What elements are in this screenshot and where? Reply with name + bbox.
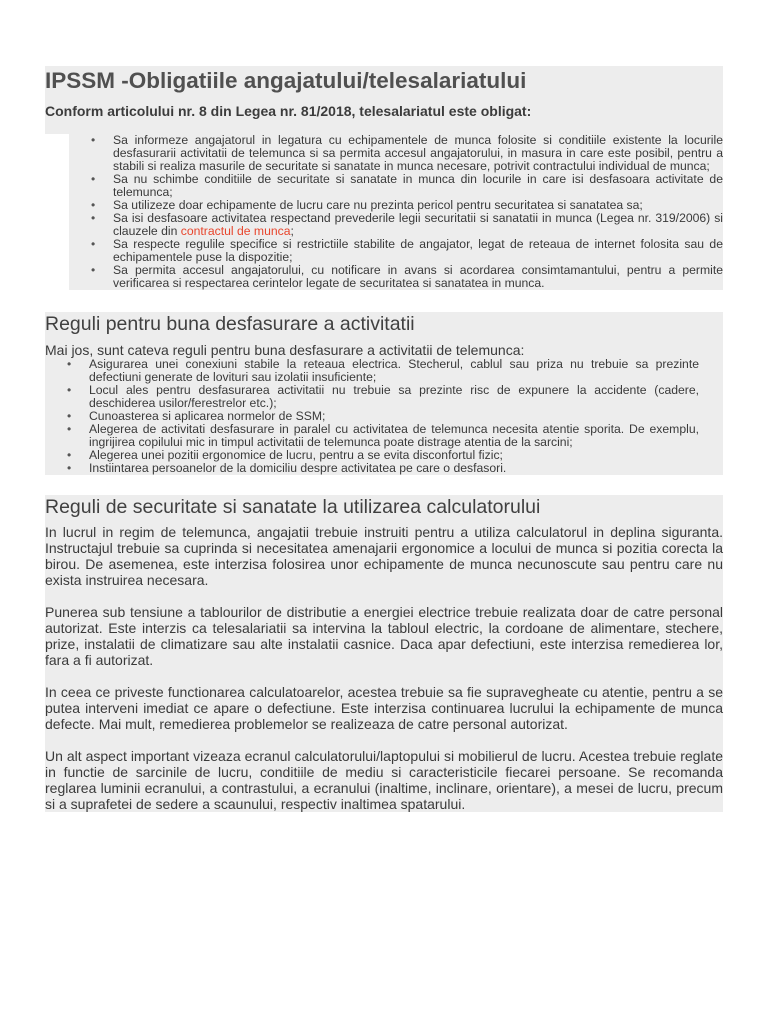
bullet-icon: •: [67, 409, 72, 423]
bullet-icon: •: [91, 198, 96, 212]
list-item: • Locul ales pentru desfasurarea activitatii nu trebuie sa prezinte risc de expunere la accidente (cadere, deschiderea usilor/ferestrelor etc.);: [67, 383, 699, 410]
bullet-icon: •: [91, 263, 96, 277]
paragraph: In lucrul in regim de telemunca, angajatii trebuie instruiti pentru a utiliza calculatorul in deplina siguranta. Instructajul trebuie sa cuprinda si necesitatea amenajarii ergonomice a locului de munca si pozitia corecta la birou. De asemenea, este interzisa folosirea unor echipamente de munca necunoscute sau pentru care nu exista instruirea necesara.: [45, 524, 723, 588]
section-rules: [45, 312, 723, 475]
list-item: • Asigurarea unei conexiuni stabile la reteaua electrica. Stecherul, cablul sau priza nu trebuie sa prezinte defectiuni generate de lovituri sau izolatii insuficiente;: [67, 357, 699, 384]
list-item: • Alegerea de activitati desfasurare in paralel cu activitatea de telemunca necesita atentie sporita. De exemplu, ingrijirea copilului mic in timpul activitatii de telemunca poate distrage atentia de la sarcini;: [67, 422, 699, 449]
obligations-list: [69, 134, 723, 290]
section-title-computer-safety: Reguli de securitate si sanatate la utilizarea calculatorului: [45, 496, 541, 518]
bullet-icon: •: [67, 357, 72, 371]
list-item: • Sa nu schimbe conditiile de securitate si sanatate in munca din locurile in care isi desfasoara activitate de telemunca;: [91, 172, 723, 199]
list-item: • Cunoasterea si aplicarea normelor de SSM;: [67, 409, 326, 423]
bullet-icon: •: [91, 237, 96, 251]
list-item: • Instiintarea persoanelor de la domiciliu despre activitatea pe care o desfasori.: [67, 461, 507, 475]
section-title-rules: Reguli pentru buna desfasurare a activitatii: [45, 313, 415, 335]
obligations-subtitle: Conform articolului nr. 8 din Legea nr. 81/2018, telesalariatul este obligat:: [45, 103, 532, 119]
bullet-icon: •: [67, 461, 72, 475]
list-item: • Sa isi desfasoare activitatea respectand prevederile legii securitatii si sanatatii in munca (Legea nr. 319/2006) si clauzele din contractul de munca;: [91, 211, 723, 238]
document-page: [45, 66, 723, 812]
bullet-icon: •: [67, 422, 72, 436]
bullet-icon: •: [67, 448, 72, 462]
bullet-icon: •: [91, 211, 96, 225]
bullet-icon: •: [91, 172, 96, 186]
section-obligations: [45, 66, 723, 290]
section-title-obligations: IPSSM -Obligatiile angajatului/telesalariatului: [45, 68, 527, 93]
paragraph: Punerea sub tensiune a tablourilor de distributie a energiei electrice trebuie realizata doar de catre personal autorizat. Este interzis ca telesalariatii sa intervina la tabloul electric, la cordoane de alimentare, stechere, prize, instalatii de climatizare sau alte instalatii casnice. Daca apar defectiuni, este interzisa remedierea lor, fara a fi autorizat.: [45, 604, 723, 668]
bullet-icon: •: [67, 383, 72, 397]
contract-link[interactable]: contractul de munca: [180, 224, 291, 238]
paragraph: Un alt aspect important vizeaza ecranul calculatorului/laptopului si mobilierul de lucru. Acestea trebuie reglate in functie de sarcinile de lucru, conditiile de mediu si caracteristicile fiecarei persoane. Se recomanda reglarea luminii ecranului, a contrastului, a ecranului (inaltime, inclinare, orientare), a mesei de lucru, precum si a suprafetei de sedere a scaunului, respectiv inaltimea spatarului.: [45, 748, 723, 812]
list-item: • Sa permita accesul angajatorului, cu notificare in avans si acordarea consimtamantului, pentru a permite verificarea si respectarea cerintelor legate de securitatea si sanatatea in munca.: [91, 263, 723, 290]
rules-list: [45, 358, 699, 475]
paragraph: In ceea ce priveste functionarea calculatoarelor, acestea trebuie sa fie supravegheate cu atentie, pentru a se putea interveni imediat ce apare o defectiune. Este interzisa continuarea lucrului la echipamente de munca defecte. Mai mult, remedierea problemelor se realizeaza de catre personal autorizat.: [45, 684, 723, 732]
section-computer-safety: [45, 495, 723, 812]
list-item: • Sa informeze angajatorul in legatura cu echipamentele de munca folosite si conditiile existente la locurile desfasurarii activitatii de telemunca si sa permita accesul angajatorului, in masura in care este posibil, pentru a stabili si realiza masurile de securitate si sanatate in munca necesare, potrivit contractului individual de munca;: [91, 133, 723, 173]
rules-intro: Mai jos, sunt cateva reguli pentru buna desfasurare a activitatii de telemunca:: [45, 342, 525, 358]
bullet-icon: •: [91, 133, 96, 147]
list-item: • Sa respecte regulile specifice si restrictiile stabilite de angajator, legat de reteaua de internet folosita sau de echipamentele puse la dispozitie;: [91, 237, 723, 264]
list-item: • Alegerea unei pozitii ergonomice de lucru, pentru a se evita disconfortul fizic;: [67, 448, 503, 462]
list-item: • Sa utilizeze doar echipamente de lucru care nu prezinta pericol pentru securitatea si sanatatea sa;: [91, 198, 643, 212]
